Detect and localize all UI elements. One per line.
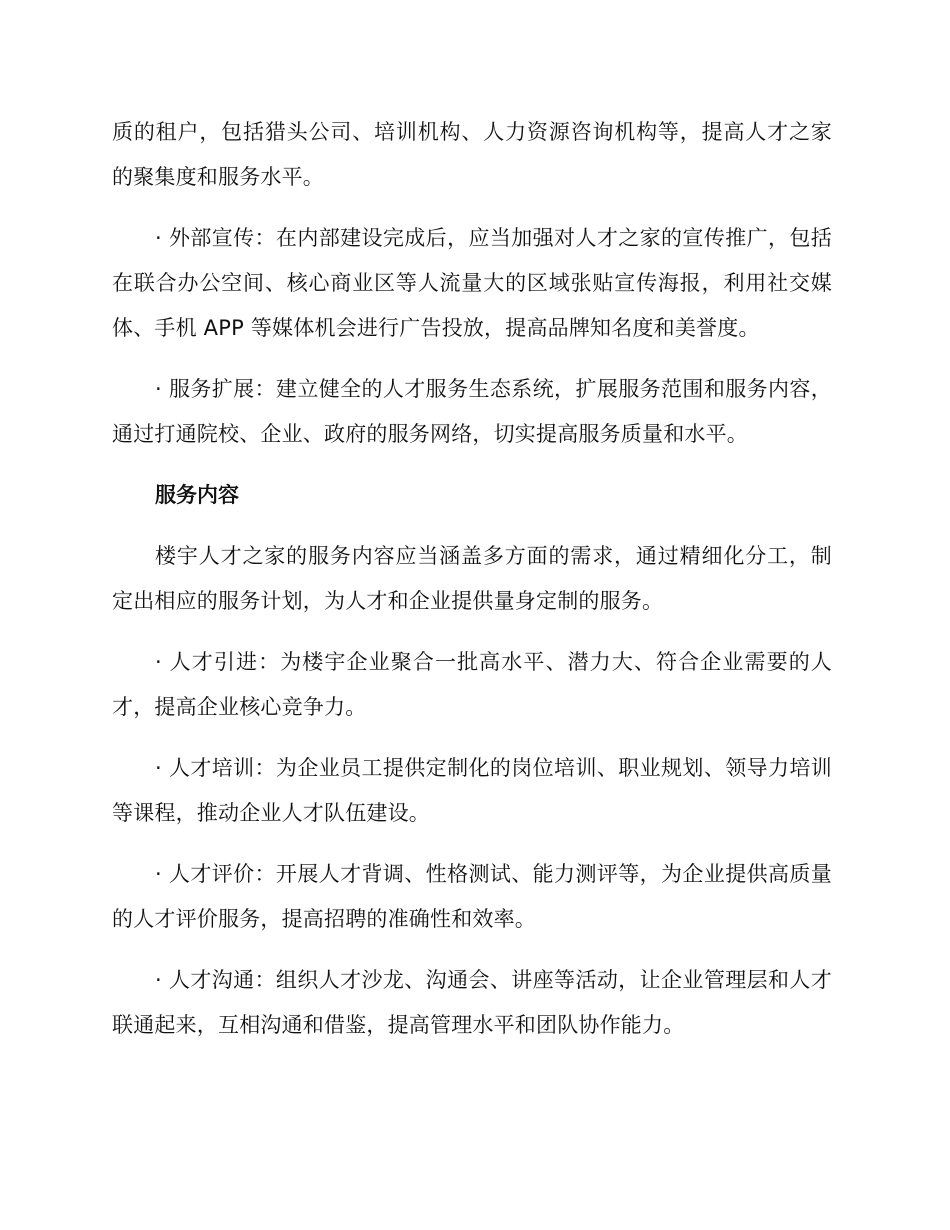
bullet-talent-evaluation: · 人才评价：开展人才背调、性格测试、能力测评等，为企业提供高质量的人才评价服务，提高招聘的准确性和效率。: [112, 862, 832, 931]
bullet-talent-communication: · 人才沟通：组织人才沙龙、沟通会、讲座等活动，让企业管理层和人才联通起来，互相沟通和借鉴，提高管理水平和团队协作能力。: [112, 968, 832, 1037]
bullet-talent-introduction: · 人才引进：为楼宇企业聚合一批高水平、潜力大、符合企业需要的人才，提高企业核心竞争力。: [112, 650, 832, 719]
bullet-external-promotion: · 外部宣传：在内部建设完成后，应当加强对人才之家的宣传推广，包括在联合办公空间、核心商业区等人流量大的区域张贴宣传海报，利用社交媒体、手机 APP 等媒体机会进行广告投放，提高品牌知名度和美誉度。: [112, 226, 832, 340]
paragraph-continuation: 质的租户，包括猎头公司、培训机构、人力资源咨询机构等，提高人才之家的聚集度和服务水平。: [112, 120, 832, 189]
section-heading-service-content: 服务内容: [155, 483, 239, 507]
section-intro-paragraph: 楼宇人才之家的服务内容应当涵盖多方面的需求，通过精细化分工，制定出相应的服务计划，为人才和企业提供量身定制的服务。: [112, 544, 832, 613]
bullet-talent-training: · 人才培训：为企业员工提供定制化的岗位培训、职业规划、领导力培训等课程，推动企业人才队伍建设。: [112, 756, 832, 825]
document-body: [112, 110, 832, 1064]
bullet-service-expansion: · 服务扩展：建立健全的人才服务生态系统，扩展服务范围和服务内容，通过打通院校、企业、政府的服务网络，切实提高服务质量和水平。: [112, 377, 832, 446]
